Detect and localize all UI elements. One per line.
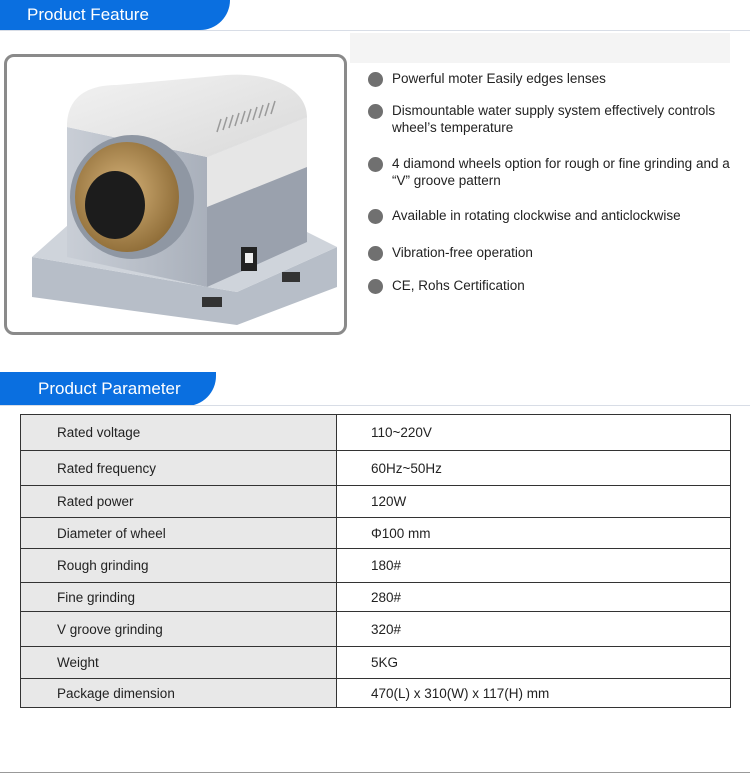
param-value: 180# — [337, 549, 731, 583]
param-value: 110~220V — [337, 415, 731, 451]
param-label: Fine grinding — [21, 583, 337, 612]
table-row — [21, 415, 731, 451]
table-row — [21, 486, 731, 518]
table-row — [21, 612, 731, 647]
param-value: Φ100 mm — [337, 518, 731, 549]
product-parameter-title: Product Parameter — [38, 379, 181, 398]
table-row — [21, 549, 731, 583]
param-label: Weight — [21, 647, 337, 679]
bullet-icon — [368, 104, 383, 119]
table-row — [21, 518, 731, 549]
feature-item: Vibration-free operation — [368, 244, 740, 261]
param-value: 470(L) x 310(W) x 117(H) mm — [337, 679, 731, 708]
feature-item: CE, Rohs Certification — [368, 277, 740, 294]
feature-item: Available in rotating clockwise and anticlockwise — [368, 207, 740, 224]
bullet-icon — [368, 157, 383, 172]
table-row — [21, 647, 731, 679]
param-label: Rough grinding — [21, 549, 337, 583]
feature-strip — [350, 33, 730, 63]
param-label: Rated frequency — [21, 451, 337, 486]
param-value: 5KG — [337, 647, 731, 679]
table-row — [21, 583, 731, 612]
parameter-table — [20, 414, 731, 708]
feature-item: Powerful moter Easily edges lenses — [368, 70, 740, 87]
param-value: 280# — [337, 583, 731, 612]
table-row — [21, 451, 731, 486]
product-image — [4, 54, 347, 335]
feature-divider — [0, 30, 750, 31]
param-label: Rated voltage — [21, 415, 337, 451]
param-value: 320# — [337, 612, 731, 647]
table-row — [21, 679, 731, 708]
product-parameter-banner — [0, 372, 216, 406]
bullet-icon — [368, 209, 383, 224]
footer-divider — [0, 772, 750, 773]
parameter-divider — [0, 405, 750, 406]
feature-item: 4 diamond wheels option for rough or fine grinding and a “V” groove pattern — [368, 155, 740, 189]
feature-item: Dismountable water supply system effectively controls wheel’s temperature — [368, 102, 740, 136]
param-label: Rated power — [21, 486, 337, 518]
param-value: 120W — [337, 486, 731, 518]
bullet-icon — [368, 279, 383, 294]
bullet-icon — [368, 246, 383, 261]
param-label: Diameter of wheel — [21, 518, 337, 549]
product-feature-title: Product Feature — [27, 5, 149, 24]
bullet-icon — [368, 72, 383, 87]
param-value: 60Hz~50Hz — [337, 451, 731, 486]
param-label: Package dimension — [21, 679, 337, 708]
param-label: V groove grinding — [21, 612, 337, 647]
product-feature-banner — [0, 0, 230, 30]
lens-edger-illustration — [7, 57, 344, 332]
